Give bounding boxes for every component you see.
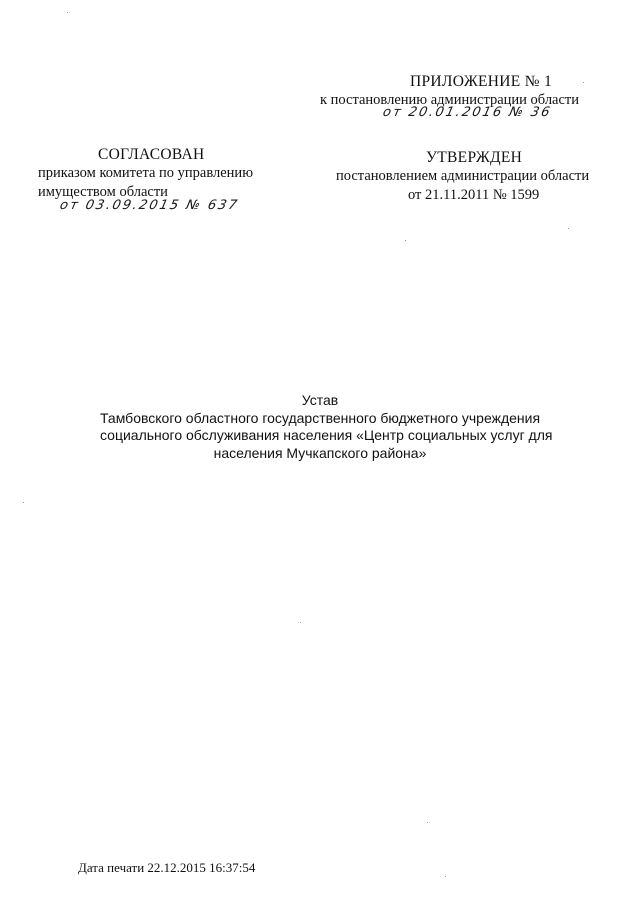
agreed-line-1: приказом комитета по управлению — [38, 165, 254, 181]
print-date: Дата печати 22.12.2015 16:37:54 — [78, 860, 256, 875]
agreed-handwritten-date: от 03.09.2015 № 637 — [58, 198, 241, 213]
agreed-line-2: имуществом области — [38, 184, 168, 200]
charter-line-4: населения Мучкапского района» — [213, 444, 427, 461]
scan-speck — [427, 822, 428, 823]
charter-line-3: социального обслуживания населения «Центр социальных услуг для — [100, 427, 553, 443]
approved-title: УТВЕРЖДЕН — [426, 149, 523, 166]
appendix-handwritten-date: от 20.01.2016 № 36 — [381, 105, 554, 120]
scan-speck — [67, 12, 68, 13]
charter-line-2: Тамбовского областного государственного бюджетного учреждения — [100, 409, 541, 426]
scan-speck — [583, 82, 584, 83]
appendix-subtitle: к постановлению администрации области — [320, 92, 580, 108]
approved-line-2: от 21.11.2011 № 1599 — [408, 187, 540, 203]
scan-speck — [568, 228, 569, 229]
approved-line-1: постановлением администрации области — [336, 168, 590, 184]
scan-speck — [23, 502, 24, 503]
scan-speck — [300, 622, 301, 623]
agreed-title: СОГЛАСОВАН — [98, 146, 205, 163]
charter-title-block — [100, 392, 553, 462]
charter-heading: Устав — [301, 392, 339, 408]
approved-block — [336, 148, 616, 205]
scan-speck — [445, 876, 446, 877]
footer — [78, 858, 255, 877]
appendix-title: ПРИЛОЖЕНИЕ № 1 — [410, 73, 553, 90]
agreed-block — [38, 145, 288, 202]
scan-speck — [405, 240, 406, 241]
